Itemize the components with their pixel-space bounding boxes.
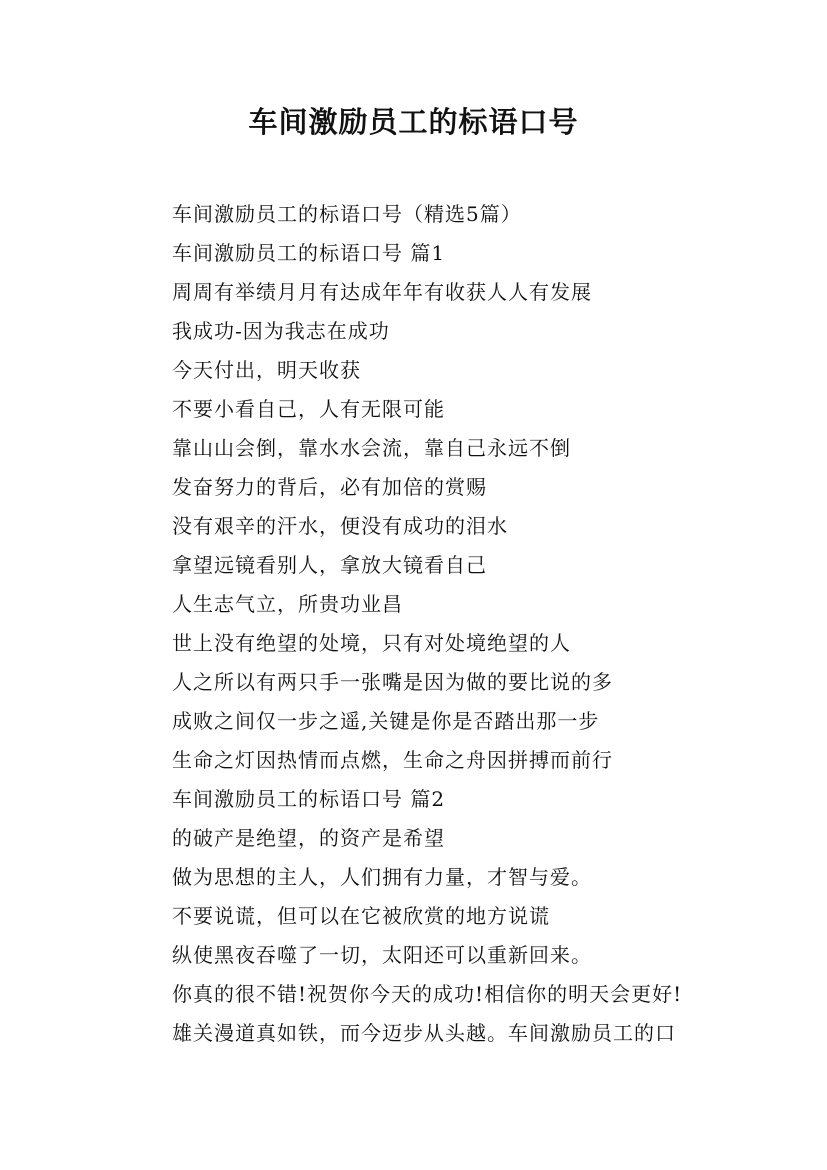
text-line: 雄关漫道真如铁，而今迈步从头越。车间激励员工的口	[172, 1021, 676, 1045]
text-line: 人生志气立，所贵功业昌	[172, 592, 403, 616]
text-line: 成败之间仅一步之遥,关键是你是否踏出那一步	[172, 709, 600, 733]
text-line: 世上没有绝望的处境，只有对处境绝望的人	[172, 631, 571, 655]
text-line: 车间激励员工的标语口号 篇2	[172, 787, 446, 811]
text-line: 靠山山会倒，靠水水会流，靠自己永远不倒	[172, 436, 571, 460]
text-line: 人之所以有两只手一张嘴是因为做的要比说的多	[172, 670, 613, 694]
text-line: 的破产是绝望，的资产是希望	[172, 826, 445, 850]
text-line: 不要说谎，但可以在它被欣赏的地方说谎	[172, 904, 550, 928]
text-line: 没有艰辛的汗水，便没有成功的泪水	[172, 514, 508, 538]
text-line: 车间激励员工的标语口号（精选5篇）	[172, 202, 522, 226]
text-line: 拿望远镜看别人，拿放大镜看自己	[172, 553, 487, 577]
text-line: 生命之灯因热情而点燃，生命之舟因拼搏而前行	[172, 748, 613, 772]
document-body	[172, 195, 712, 1053]
text-line: 发奋努力的背后，必有加倍的赏赐	[172, 475, 487, 499]
text-line: 纵使黑夜吞噬了一切，太阳还可以重新回来。	[172, 943, 592, 967]
text-line: 我成功-因为我志在成功	[172, 319, 390, 343]
text-line: 车间激励员工的标语口号 篇1	[172, 241, 446, 265]
text-line: 做为思想的主人，人们拥有力量，才智与爱。	[172, 865, 592, 889]
document-title: 车间激励员工的标语口号	[248, 105, 579, 139]
text-line: 你真的很不错!祝贺你今天的成功!相信你的明天会更好!	[172, 982, 683, 1006]
text-line: 不要小看自己，人有无限可能	[172, 397, 445, 421]
text-line: 今天付出，明天收获	[172, 358, 361, 382]
text-line: 周周有举绩月月有达成年年有收获人人有发展	[172, 280, 592, 304]
